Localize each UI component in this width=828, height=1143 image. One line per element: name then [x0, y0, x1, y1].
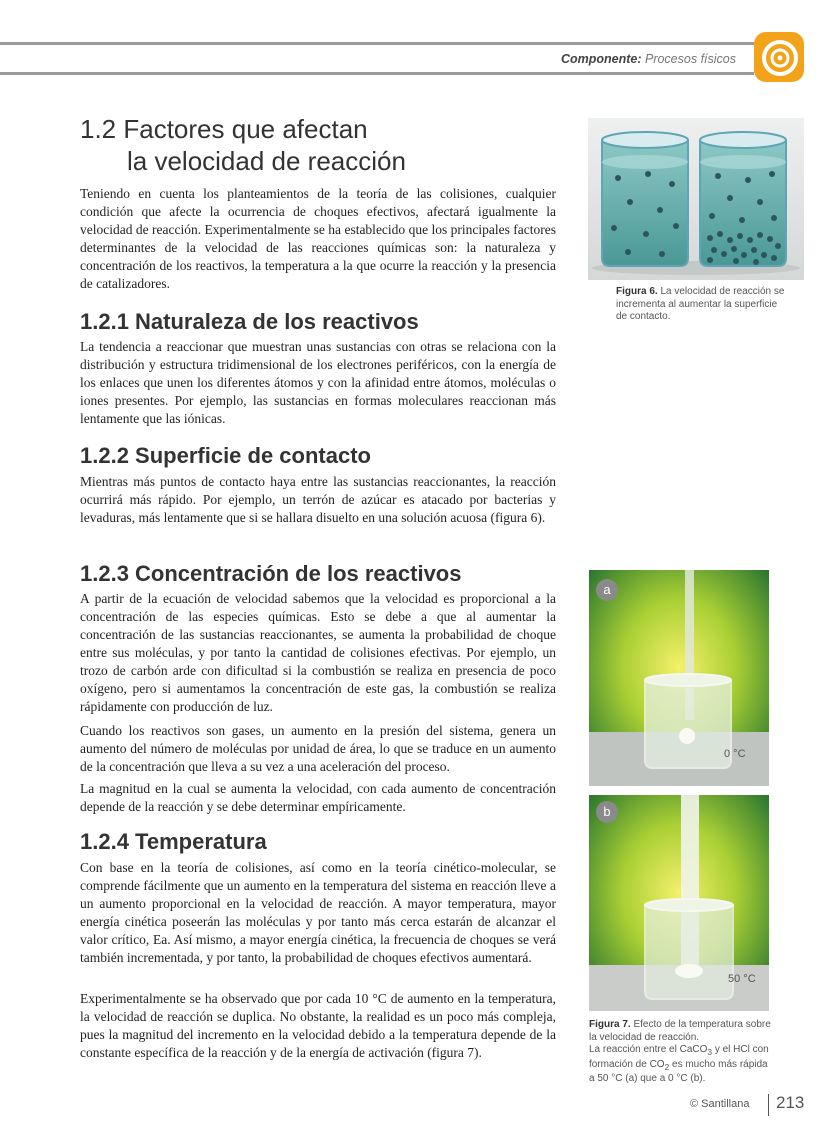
header-rule-bottom [0, 72, 754, 75]
component-header [560, 52, 736, 66]
superficie-paragraph: Mientras más puntos de contacto haya entre las sustancias reaccionantes, la reacción ocurrirá más rápido. Por ejemplo, un terrón de azúcar es atacado por bacterias y levaduras, más lentamente que si se hallara disuelto en una solución acuosa (figura 6). [80, 474, 556, 525]
figure-7-caption-sub3: 3 [707, 1047, 713, 1057]
section-title-line2: la velocidad de reacción [127, 146, 406, 176]
figure-7-caption-line1: Efecto de la temperatura sobre la velocidad de reacción. [589, 1019, 771, 1043]
section-title-line1: 1.2 Factores que afectan [80, 114, 368, 144]
footer-divider [768, 1094, 769, 1116]
temperatura-paragraph-1: Con base en la teoría de colisiones, así como en la teoría cinético-molecular, se comprende fácilmente que un aumento en la temperatura del sistema en reacción lleve a un aumento proporcional en la velocidad de reacción. A mayor temperatura, mayor energía cinética poseerán las moléculas y por tanto más cerca estarán de alcanzar el valor crítico, Ea. Así mismo, a mayor energía cinética, la frecuencia de choques se verá también incrementada, y por tanto, la probabilidad de choques efectivos aumentará. [80, 860, 556, 965]
figure-7-caption [589, 1019, 774, 1086]
figure-7b-badge: b [596, 801, 618, 823]
figure-7-caption-line2-pre: La reacción entre el CaCO [589, 1044, 708, 1055]
figure-7b-temperature: 50 °C [728, 973, 756, 985]
intro-paragraph: Teniendo en cuenta los planteamientos de la teoría de las colisiones, cualquier condición que afecte la ocurrencia de choques efectivos, afectará igualmente la velocidad de reacción. Experimentalmente se ha establecido que los principales factores determinantes de la velocidad de las reacciones químicas son: la naturaleza y concentración de los reactivos, la temperatura a la que ocurre la reacción y la presencia de catalizadores. [80, 186, 556, 291]
component-value: Procesos físicos [644, 52, 736, 66]
figure-6-label: Figura 6. [616, 286, 658, 297]
concentracion-paragraph-1: A partir de la ecuación de velocidad sabemos que la velocidad es proporcional a la concentración de las especies químicas. Esto se debe a que al aumentar la concentración de las sustancias reaccionantes, se aumenta la probabilidad de choque entre sus moléculas, y por tanto la cantidad de colisiones efectivas. Por ejemplo, un trozo de carbón arde con dificultad si la combustión se realiza en presencia de poco oxígeno, pero si aumentamos la concentración de este gas, la combustión se realiza rápidamente con producción de luz. [80, 591, 556, 714]
naturaleza-paragraph: La tendencia a reaccionar que muestran unas sustancias con otras se relaciona con la distribución y estructura tridimensional de los electrones periféricos, con la energía de los enlaces que unen los diferentes átomos y con la afinidad entre átomos, moléculas o iones presentes. Por ejemplo, las sustancias en formas moleculares reaccionan más lentamente que las iónicas. [80, 339, 556, 426]
heading-temperatura: 1.2.4 Temperatura [80, 829, 267, 854]
figure-6-image [588, 118, 804, 280]
concentracion-paragraph-2: Cuando los reactivos son gases, un aumento en la presión del sistema, genera un aumento del número de moléculas por unidad de área, lo que se traduce en un aumento de la concentración que lleva a su vez a una aceleración del proceso. [80, 723, 556, 774]
temperatura-paragraph-2: Experimentalmente se ha observado que por cada 10 °C de aumento en la temperatura, la velocidad de reacción se duplica. No obstante, la realidad es un poco más compleja, pues la magnitud del incremento en la velocidad debido a la temperatura depende de la constante específica de la reacción y de la energía de activación (figura 7). [80, 991, 556, 1060]
figure-7a-badge: a [596, 579, 618, 601]
figure-7-caption-line2-post: y el HCl con formación de CO [589, 1044, 769, 1070]
figure-6-caption-text: La velocidad de reacción se incrementa al aumentar la superficie de contacto. [616, 286, 785, 322]
figure-7a-temperature: 0 °C [724, 748, 746, 760]
figure-7-caption-line2-end: es mucho más rápida a 50 °C (a) que a 0 °C (b). [589, 1058, 768, 1084]
header-rule-top [0, 42, 754, 45]
publisher-footer: © Santillana [690, 1098, 750, 1110]
concentracion-paragraph-3: La magnitud en la cual se aumenta la velocidad, con cada aumento de concentración depende de la reacción y se debe determinar empíricamente. [80, 781, 556, 814]
component-label: Componente: [560, 52, 642, 66]
heading-concentracion: 1.2.3 Concentración de los reactivos [80, 561, 462, 586]
figure-7-label: Figura 7. [589, 1019, 631, 1030]
spiral-logo-icon [754, 32, 804, 82]
heading-superficie: 1.2.2 Superficie de contacto [80, 443, 371, 468]
heading-naturaleza: 1.2.1 Naturaleza de los reactivos [80, 309, 419, 334]
figure-7-caption-sub2: 2 [664, 1061, 670, 1072]
page-number: 213 [776, 1093, 805, 1112]
figure-6-caption [616, 286, 786, 324]
